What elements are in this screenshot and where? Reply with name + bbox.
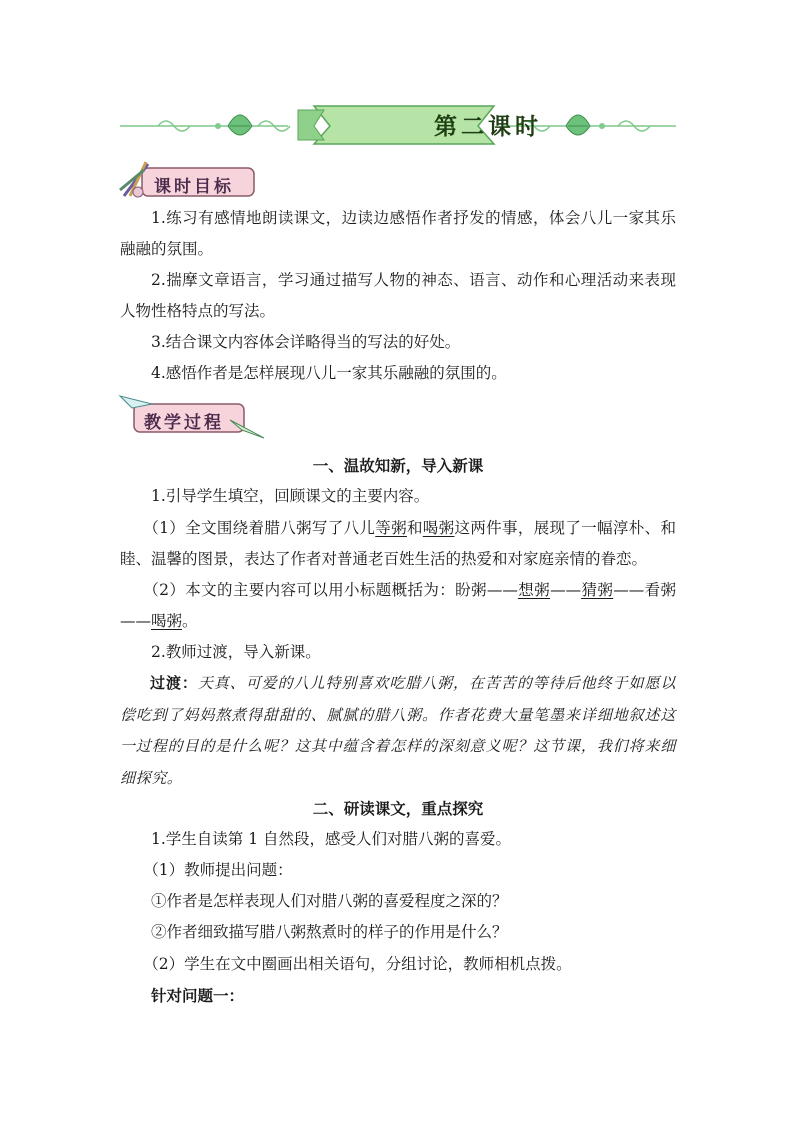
q1-text-pre: （1）全文围绕着腊八粥写了八儿	[143, 519, 376, 537]
q1-text-post: 这两件事，展现了一幅淳朴、和睦、温馨的图景，表达了作者对普通老百姓生活的热爱和对家庭亲情的眷恋。	[120, 519, 676, 568]
section-1-step-2: 2.教师过渡，导入新课。	[151, 643, 321, 661]
process-badge-label: 教学过程	[144, 413, 224, 433]
q2-text-mid: ——看粥——	[120, 581, 676, 630]
goal-item-4: 4.感悟作者是怎样展现八儿一家其乐融融的氛围的。	[151, 364, 507, 382]
goals-badge-label: 课时目标	[154, 177, 234, 197]
section-2-question-a: ①作者是怎样表现人们对腊八粥的喜爱程度之深的？	[151, 892, 508, 910]
q2-answer-2: 猜粥	[581, 581, 614, 599]
q2-text-pre: （2）本文的主要内容可以用小标题概括为：盼粥——	[143, 581, 518, 599]
section-2-sub-1: （1）教师提出问题：	[143, 861, 293, 879]
process-badge	[118, 390, 268, 442]
goal-item-3: 3.结合课文内容体会详略得当的写法的好处。	[151, 333, 461, 351]
lesson-title-banner	[118, 100, 678, 150]
transition-paragraph	[120, 668, 676, 794]
q1-answer-2: 喝粥	[422, 519, 455, 537]
goals-badge	[118, 160, 258, 200]
q2-text-post: 。	[182, 612, 198, 630]
section-1-heading: 一、温故知新，导入新课	[312, 456, 484, 475]
transition-text: 天真、可爱的八儿特别喜欢吃腊八粥，在苦苦的等待后他终于如愿以偿吃到了妈妈熬煮得甜甜的、腻腻的腊八粥。作者花费大量笔墨来详细地叙述这一过程的目的是什么呢？这其中蕴含着怎样的深刻意义呢？这节课，我们将来细细探究。	[120, 674, 676, 787]
q1-answer-1: 等粥	[375, 519, 407, 537]
section-1-step-1: 1.引导学生填空，回顾课文的主要内容。	[151, 487, 430, 505]
section-2-sub-2: （2）学生在文中圈画出相关语句，分组讨论，教师相机点拨。	[143, 955, 572, 973]
q1-text-mid: 和	[406, 519, 423, 537]
section-2-step-1: 1.学生自读第 1 自然段，感受人们对腊八粥的喜爱。	[151, 830, 512, 848]
transition-label: 过渡：	[150, 674, 198, 692]
q2-answer-3: 喝粥	[151, 612, 183, 630]
lesson-title: 第二课时	[434, 113, 542, 140]
section-1-question-1	[120, 513, 676, 575]
goal-item-2: 2.揣摩文章语言，学习通过描写人物的神态、语言、动作和心理活动来表现人物性格特点的写法。	[120, 271, 676, 320]
section-2-focus-label: 针对问题一：	[151, 986, 245, 1005]
section-2-question-b: ②作者细致描写腊八粥熬煮时的样子的作用是什么？	[151, 923, 508, 941]
q2-answer-1: 想粥	[517, 581, 551, 599]
goal-item-1: 1.练习有感情地朗读课文，边读边感悟作者抒发的情感，体会八儿一家其乐融融的氛围。	[120, 209, 676, 258]
section-2-heading: 二、研读课文，重点探究	[312, 799, 484, 818]
section-1-question-2	[120, 575, 676, 637]
q2-text-sep: ——	[550, 581, 582, 599]
